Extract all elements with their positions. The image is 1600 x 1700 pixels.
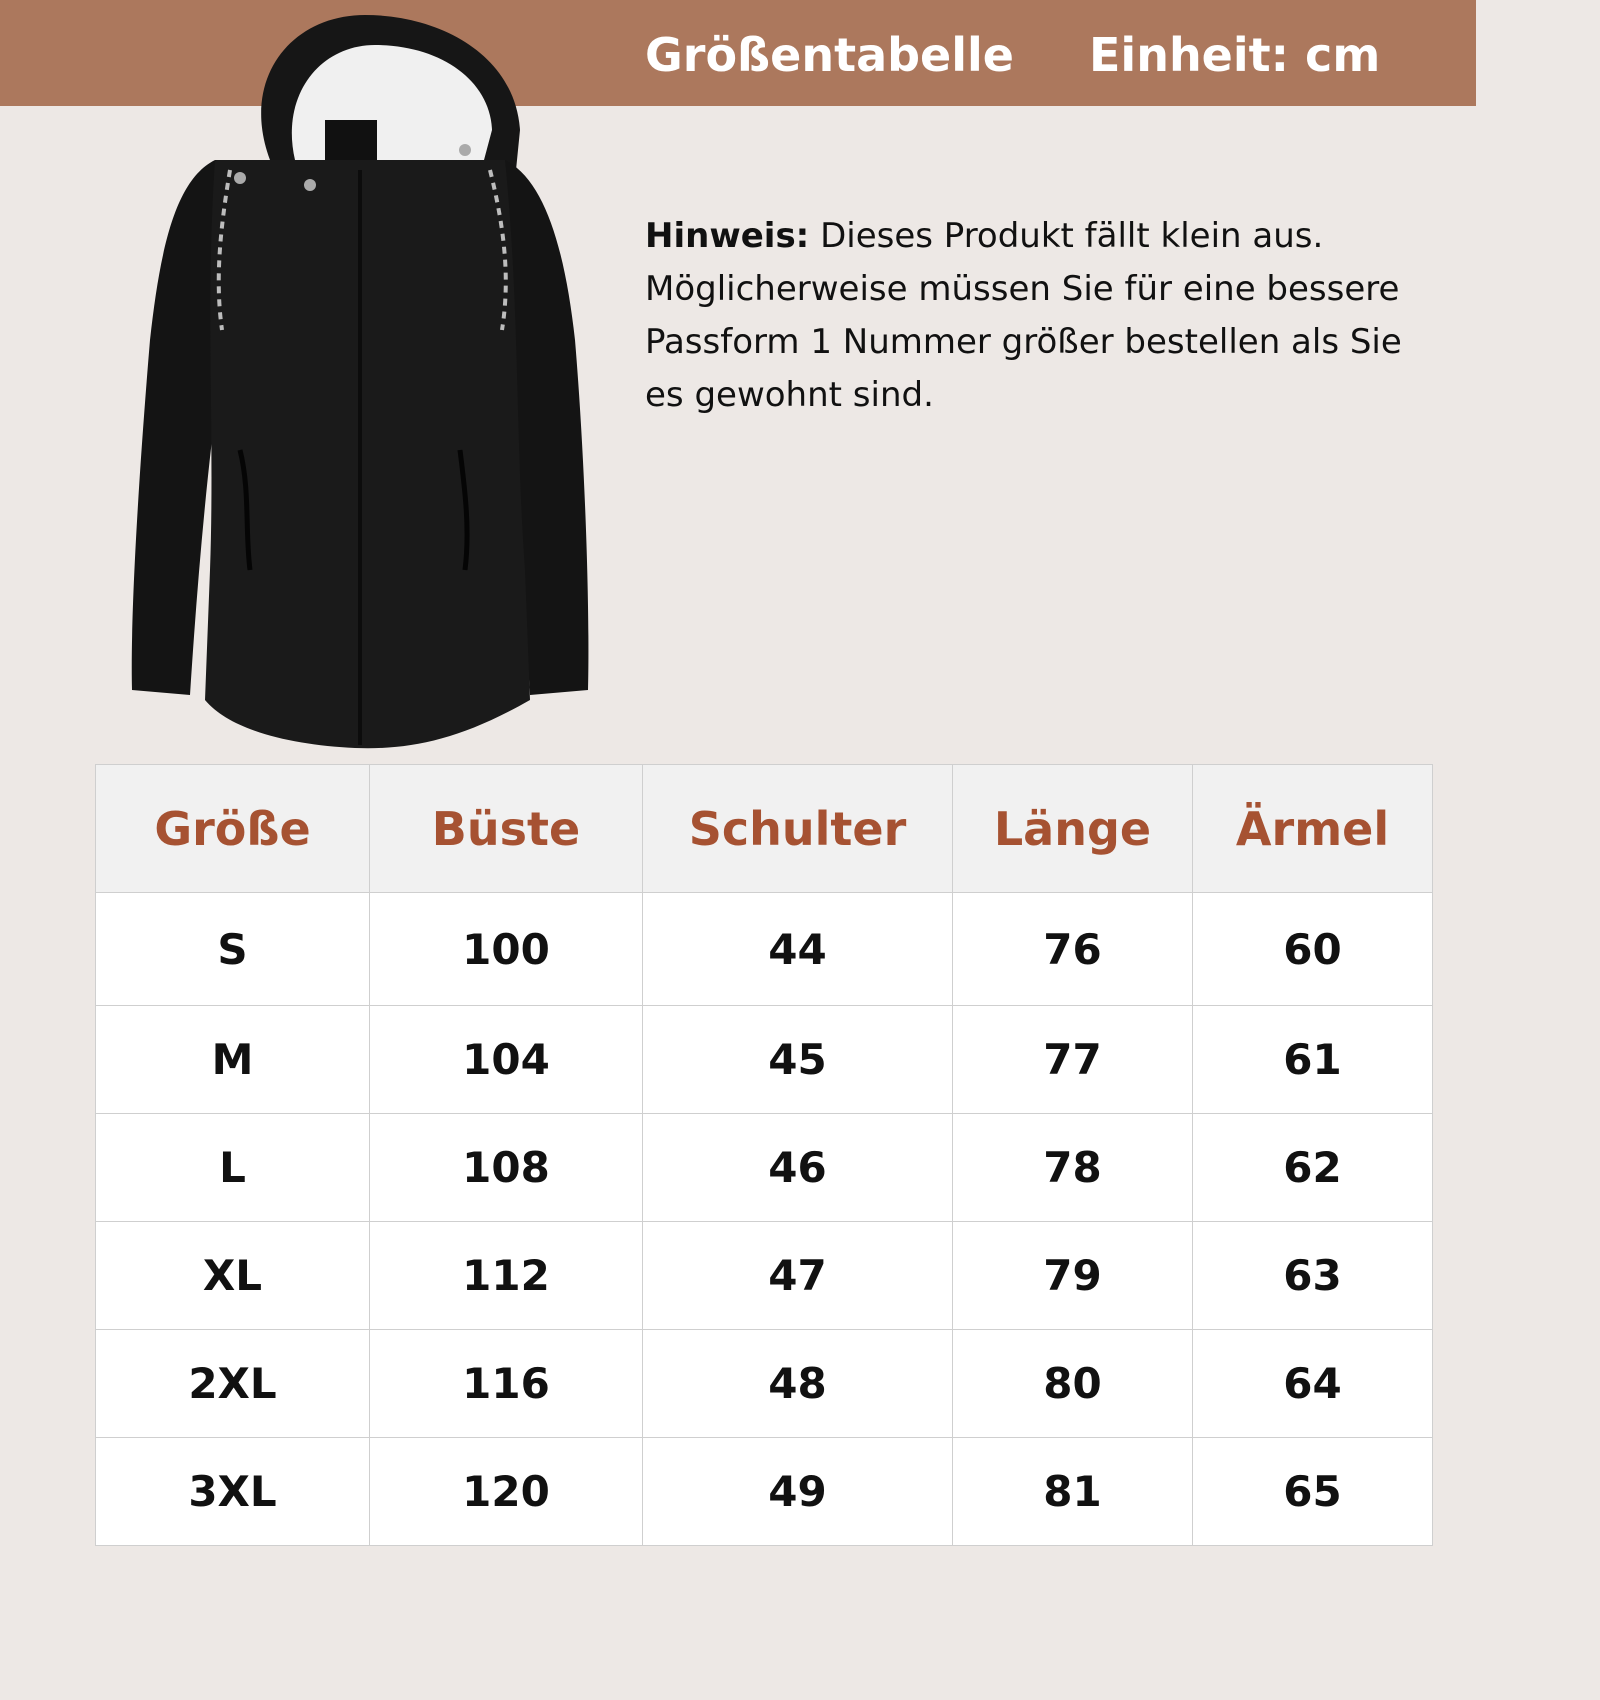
size-table: [95, 764, 1433, 1546]
size-cell: 3XL: [96, 1438, 370, 1546]
bust-cell: 116: [370, 1330, 643, 1438]
hint-label: Hinweis:: [645, 216, 810, 256]
shoulder-cell: 44: [643, 893, 953, 1006]
column-header-size: Größe: [96, 765, 370, 893]
table-row: [96, 1438, 1433, 1546]
sleeve-cell: 65: [1193, 1438, 1433, 1546]
snap-button: [234, 172, 246, 184]
sleeve-cell: 61: [1193, 1006, 1433, 1114]
size-cell: S: [96, 893, 370, 1006]
size-cell: 2XL: [96, 1330, 370, 1438]
sleeve-cell: 64: [1193, 1330, 1433, 1438]
bust-cell: 104: [370, 1006, 643, 1114]
column-header-shoulder: Schulter: [643, 765, 953, 893]
column-header-bust: Büste: [370, 765, 643, 893]
hint-body: Dieses Produkt fällt klein aus. Möglicherweise müssen Sie für eine bessere Passform 1 Nummer größer bestellen als Sie es gewohnt sind.: [645, 216, 1402, 415]
hint-text: [645, 210, 1425, 422]
length-cell: 80: [953, 1330, 1193, 1438]
sleeve-cell: 62: [1193, 1114, 1433, 1222]
column-header-sleeve: Ärmel: [1193, 765, 1433, 893]
sleeve-cell: 63: [1193, 1222, 1433, 1330]
unit-label: Einheit: cm: [1089, 28, 1381, 82]
snap-button: [459, 144, 471, 156]
length-cell: 78: [953, 1114, 1193, 1222]
table-header-row: [96, 765, 1433, 893]
table-row: [96, 1114, 1433, 1222]
bust-cell: 100: [370, 893, 643, 1006]
bust-cell: 120: [370, 1438, 643, 1546]
size-cell: L: [96, 1114, 370, 1222]
bust-cell: 108: [370, 1114, 643, 1222]
length-cell: 76: [953, 893, 1193, 1006]
bust-cell: 112: [370, 1222, 643, 1330]
snap-button: [304, 179, 316, 191]
table-row: [96, 1006, 1433, 1114]
length-cell: 77: [953, 1006, 1193, 1114]
shoulder-cell: 48: [643, 1330, 953, 1438]
length-cell: 79: [953, 1222, 1193, 1330]
column-header-length: Länge: [953, 765, 1193, 893]
jacket-product-image: [120, 10, 600, 750]
shoulder-cell: 49: [643, 1438, 953, 1546]
shoulder-cell: 47: [643, 1222, 953, 1330]
table-row: [96, 1330, 1433, 1438]
table-row: [96, 893, 1433, 1006]
jacket-body: [205, 160, 530, 748]
length-cell: 81: [953, 1438, 1193, 1546]
table-row: [96, 1222, 1433, 1330]
shoulder-cell: 45: [643, 1006, 953, 1114]
size-cell: XL: [96, 1222, 370, 1330]
sleeve-cell: 60: [1193, 893, 1433, 1006]
shoulder-cell: 46: [643, 1114, 953, 1222]
size-cell: M: [96, 1006, 370, 1114]
size-chart-title: Größentabelle: [645, 28, 1014, 82]
